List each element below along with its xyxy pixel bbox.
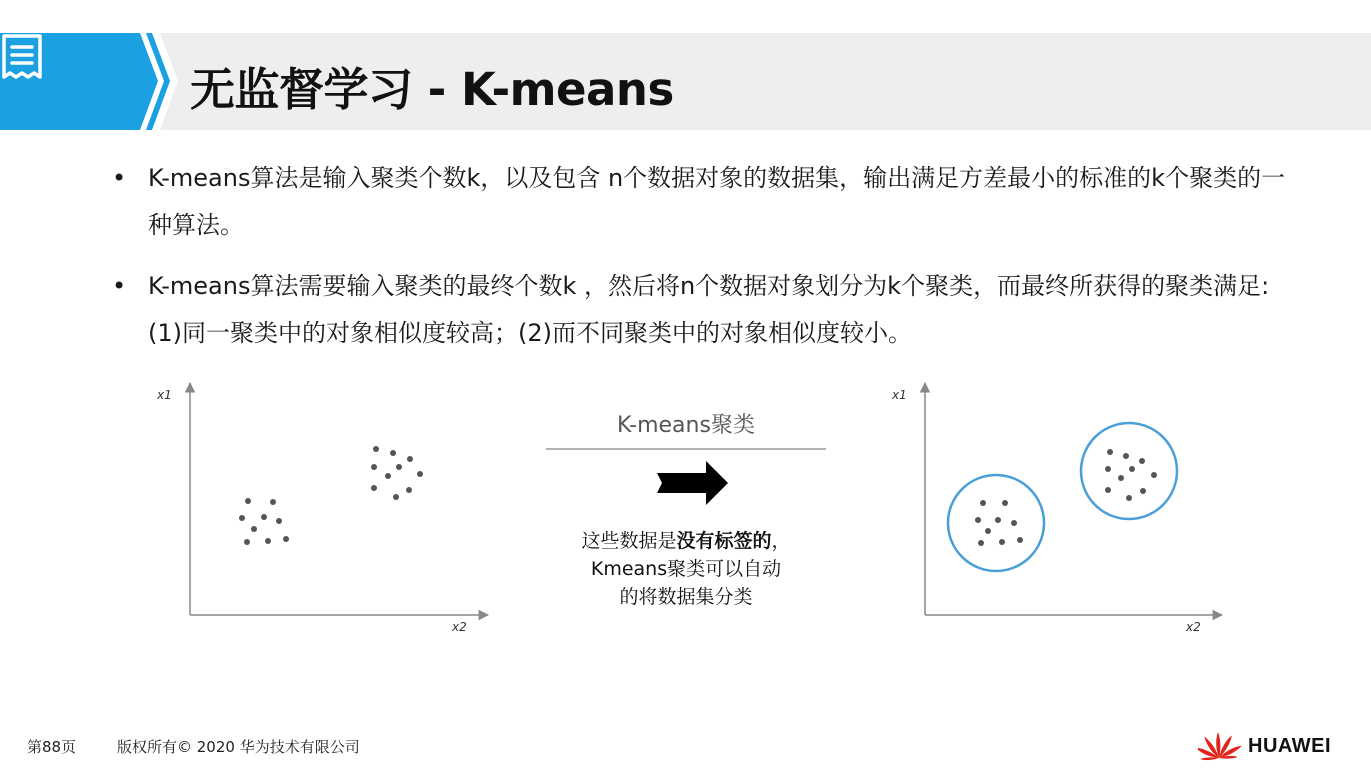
data-point [999, 539, 1005, 545]
description-prefix: 这些数据是 [581, 530, 677, 552]
right-y-label: x1 [892, 388, 907, 402]
copyright-text: 版权所有© 2020 华为技术有限公司 [117, 738, 360, 756]
description-line-2: Kmeans聚类可以自动 [590, 558, 782, 580]
data-point [995, 517, 1001, 523]
bullet-text: K-means算法是输入聚类个数k，以及包含 n个数据对象的数据集，输出满足方差最小的标准的k个聚类的一种算法。 [148, 164, 1286, 239]
data-point [975, 517, 981, 523]
data-point [1139, 458, 1145, 464]
brand-name: HUAWEI [1248, 735, 1331, 757]
description-line-1 [546, 527, 826, 555]
data-point [371, 464, 377, 470]
data-point [385, 473, 391, 479]
right-x-label: x2 [1186, 620, 1201, 634]
data-point [276, 518, 282, 524]
data-point [390, 450, 396, 456]
kmeans-label: K-means聚类 [617, 413, 755, 438]
data-point [1126, 495, 1132, 501]
data-point [407, 456, 413, 462]
bullet-dot-icon: • [112, 272, 127, 300]
description-suffix: ， [771, 530, 791, 552]
data-point [1011, 520, 1017, 526]
bullet-text: K-means算法需要输入聚类的最终个数k ，然后将n个数据对象划分为k个聚类，而最终所获得的聚类满足: (1)同一聚类中的对象相似度较高；(2)而不同聚类中的对象相似度较小。 [148, 272, 1270, 347]
cluster-boundary-b [1081, 423, 1177, 519]
left-cluster-a [239, 498, 289, 545]
data-point [1017, 537, 1023, 543]
data-point [261, 514, 267, 520]
data-point [265, 538, 271, 544]
data-point [1105, 466, 1111, 472]
data-point [239, 515, 245, 521]
data-point [244, 539, 250, 545]
data-point [251, 526, 257, 532]
right-cluster-b [1105, 449, 1157, 501]
description-line-3: 的将数据集分类 [619, 586, 753, 608]
left-x-label: x2 [452, 620, 467, 634]
data-point [417, 471, 423, 477]
left-cluster-b [371, 446, 423, 500]
data-point [406, 487, 412, 493]
data-point [1002, 500, 1008, 506]
right-arrow-icon [657, 461, 728, 505]
data-point [396, 464, 402, 470]
data-point [393, 494, 399, 500]
data-point [1105, 487, 1111, 493]
data-point [1118, 475, 1124, 481]
cluster-boundary-a [948, 475, 1044, 571]
data-point [1107, 449, 1113, 455]
kmeans-diagram [0, 375, 1371, 645]
bullet-dot-icon: • [112, 164, 127, 192]
data-point [1151, 472, 1157, 478]
bullet-item [112, 155, 1297, 249]
bullet-list [112, 155, 1297, 371]
data-point [1129, 466, 1135, 472]
data-point [985, 528, 991, 534]
description-bold: 没有标签的 [676, 530, 772, 552]
left-y-label: x1 [157, 388, 172, 402]
right-cluster-a [975, 500, 1023, 546]
data-point [980, 500, 986, 506]
page-number: 第88页 [27, 738, 77, 756]
data-point [371, 485, 377, 491]
kmeans-description [546, 527, 826, 611]
bullet-item [112, 263, 1297, 357]
document-list-icon [0, 33, 44, 83]
title-banner [0, 33, 1371, 130]
data-point [978, 540, 984, 546]
page-title: 无监督学习 - K-means [190, 63, 674, 116]
data-point [373, 446, 379, 452]
data-point [245, 498, 251, 504]
data-point [270, 499, 276, 505]
data-point [1123, 453, 1129, 459]
data-point [1140, 488, 1146, 494]
data-point [283, 536, 289, 542]
